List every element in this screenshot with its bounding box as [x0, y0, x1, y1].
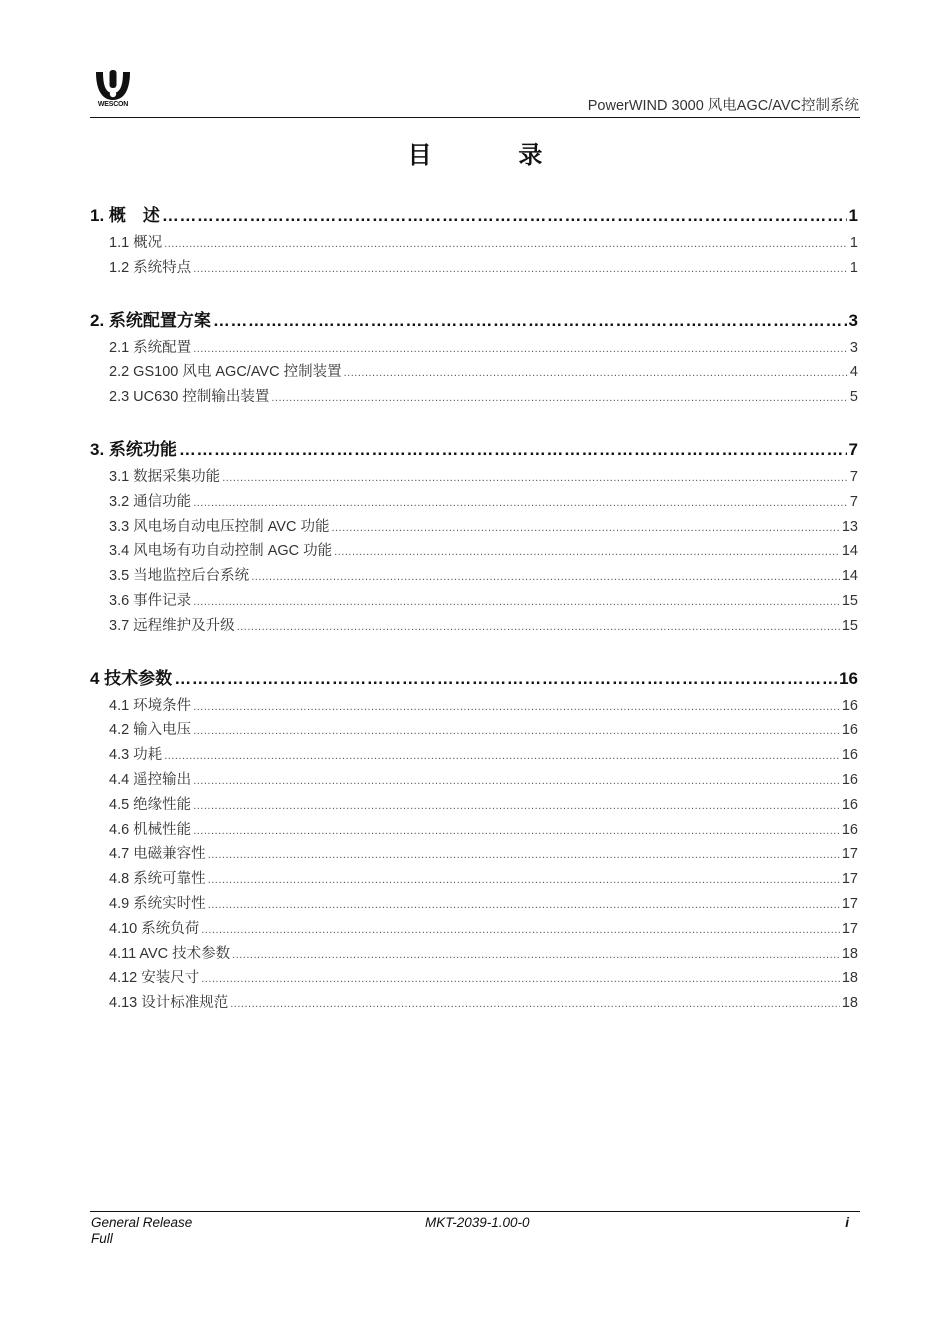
- toc-subsection-title: 2.1 系统配置: [109, 339, 192, 356]
- toc-subsection-entry[interactable]: [90, 614, 858, 639]
- toc-subsection-entry[interactable]: [90, 385, 858, 410]
- toc-subsection-page: 3: [849, 339, 858, 356]
- toc-subsection-page: 13: [841, 518, 858, 535]
- toc-subsection-entry[interactable]: [90, 793, 858, 818]
- toc-leader: [271, 386, 848, 411]
- toc-subsection-title: 4.7 电磁兼容性: [109, 846, 206, 863]
- toc-chapter-entry[interactable]: [90, 305, 858, 336]
- toc-subsection-page: 16: [841, 771, 858, 788]
- toc-leader: [193, 491, 848, 516]
- toc-subsection-title: 4.9 系统实时性: [109, 895, 206, 912]
- toc-leader: [164, 744, 840, 769]
- toc-subsection-title: 2.3 UC630 控制输出装置: [109, 389, 270, 406]
- toc-subsection-title: 4.4 遥控输出: [109, 771, 192, 788]
- toc-leader: [179, 434, 847, 465]
- toc-section: [90, 434, 858, 639]
- toc-subsection-page: 15: [841, 592, 858, 609]
- toc-subsection-entry[interactable]: [90, 231, 858, 256]
- toc-leader: [213, 305, 847, 336]
- toc-leader: [193, 719, 840, 744]
- toc-subsection-entry[interactable]: [90, 942, 858, 967]
- toc-subsection-entry[interactable]: [90, 842, 858, 867]
- toc-subsection-page: 4: [849, 364, 858, 381]
- toc-chapter-title: 3. 系统功能: [90, 439, 177, 459]
- toc-leader: [222, 466, 848, 491]
- toc-subsection-entry[interactable]: [90, 818, 858, 843]
- toc-subsection-page: 14: [841, 568, 858, 585]
- table-of-contents: [90, 200, 858, 1040]
- toc-chapter-entry[interactable]: [90, 200, 858, 231]
- toc-subsection-entry[interactable]: [90, 336, 858, 361]
- toc-subsection-title: 1.1 概况: [109, 235, 163, 251]
- toc-subsection-entry[interactable]: [90, 991, 858, 1016]
- toc-leader: [162, 200, 847, 231]
- toc-subsection-title: 4.1 环境条件: [109, 697, 192, 714]
- toc-heading: 目 录: [407, 142, 583, 169]
- toc-subsection-title: 4.13 设计标准规范: [109, 995, 229, 1012]
- toc-subsection-page: 17: [841, 920, 858, 937]
- toc-subsection-entry[interactable]: [90, 465, 858, 490]
- toc-leader: [331, 516, 839, 541]
- toc-subsection-title: 4.11 AVC 技术参数: [109, 945, 231, 962]
- toc-subsection-entry[interactable]: [90, 867, 858, 892]
- toc-chapter-entry[interactable]: [90, 663, 858, 694]
- toc-leader: [237, 615, 840, 640]
- toc-subsection-title: 3.2 通信功能: [109, 493, 192, 510]
- toc-subsection-title: 2.2 GS100 风电 AGC/AVC 控制装置: [109, 364, 342, 381]
- toc-subsection-entry[interactable]: [90, 360, 858, 385]
- toc-leader: [208, 843, 840, 868]
- toc-subsection-title: 3.5 当地监控后台系统: [109, 568, 250, 585]
- toc-subsection-entry[interactable]: [90, 564, 858, 589]
- toc-subsection-page: 15: [841, 617, 858, 634]
- release-status-sub: Full: [91, 1231, 113, 1246]
- toc-subsection-page: 14: [841, 543, 858, 560]
- toc-subsection-entry[interactable]: [90, 539, 858, 564]
- toc-leader: [334, 540, 840, 565]
- toc-subsection-title: 4.2 输入电压: [109, 722, 192, 739]
- toc-leader: [193, 695, 840, 720]
- toc-subsection-page: 7: [849, 493, 858, 510]
- toc-subsection-page: 16: [841, 747, 858, 764]
- toc-leader: [251, 565, 840, 590]
- toc-subsection-title: 3.7 远程维护及升级: [109, 617, 235, 634]
- footer-doc-number: MKT-2039-1.00-0: [425, 1215, 530, 1230]
- toc-subsection-page: 17: [841, 895, 858, 912]
- toc-subsection-entry[interactable]: [90, 768, 858, 793]
- toc-subsection-entry[interactable]: [90, 589, 858, 614]
- toc-chapter-title: 1. 概 述: [90, 206, 160, 225]
- toc-section: [90, 305, 858, 410]
- toc-subsection-entry[interactable]: [90, 892, 858, 917]
- toc-subsection-entry[interactable]: [90, 966, 858, 991]
- toc-chapter-page: 16: [839, 668, 858, 688]
- toc-leader: [174, 663, 837, 694]
- toc-subsection-entry[interactable]: [90, 515, 858, 540]
- toc-subsection-entry[interactable]: [90, 718, 858, 743]
- header-divider: [90, 117, 860, 118]
- toc-leader: [193, 590, 840, 615]
- toc-subsection-title: 4.10 系统负荷: [109, 920, 200, 937]
- toc-subsection-page: 7: [849, 468, 858, 485]
- toc-leader: [230, 992, 840, 1017]
- toc-subsection-title: 4.6 机械性能: [109, 821, 192, 838]
- toc-subsection-page: 1: [849, 235, 858, 251]
- toc-leader: [193, 769, 840, 794]
- toc-leader: [193, 257, 848, 282]
- toc-subsection-page: 18: [841, 995, 858, 1012]
- toc-leader: [193, 337, 848, 362]
- toc-subsection-title: 3.6 事件记录: [109, 592, 192, 609]
- toc-leader: [344, 361, 848, 386]
- toc-leader: [232, 943, 840, 968]
- toc-subsection-entry[interactable]: [90, 743, 858, 768]
- toc-subsection-title: 4.5 绝缘性能: [109, 796, 192, 813]
- toc-subsection-title: 3.3 风电场自动电压控制 AVC 功能: [109, 518, 330, 535]
- toc-subsection-page: 16: [841, 821, 858, 838]
- toc-leader: [201, 967, 840, 992]
- toc-chapter-title: 4 技术参数: [90, 668, 173, 688]
- toc-chapter-page: 7: [848, 439, 858, 459]
- release-status: General Release: [91, 1215, 193, 1230]
- toc-subsection-entry[interactable]: [90, 917, 858, 942]
- toc-subsection-page: 16: [841, 697, 858, 714]
- toc-subsection-page: 16: [841, 796, 858, 813]
- footer-divider: [90, 1211, 860, 1212]
- toc-chapter-page: 1: [848, 206, 858, 225]
- toc-section: [90, 200, 858, 281]
- footer-page-number: i: [845, 1215, 849, 1230]
- toc-subsection-page: 17: [841, 871, 858, 888]
- toc-leader: [193, 819, 840, 844]
- toc-subsection-page: 5: [849, 389, 858, 406]
- toc-leader: [164, 232, 848, 257]
- logo-wordmark: WESCON: [97, 101, 129, 108]
- toc-subsection-page: 18: [841, 945, 858, 962]
- toc-subsection-title: 3.4 风电场有功自动控制 AGC 功能: [109, 543, 333, 560]
- toc-leader: [208, 868, 840, 893]
- toc-subsection-entry[interactable]: [90, 256, 858, 281]
- toc-chapter-entry[interactable]: [90, 434, 858, 465]
- toc-subsection-title: 3.1 数据采集功能: [109, 468, 221, 485]
- toc-subsection-entry[interactable]: [90, 490, 858, 515]
- toc-leader: [208, 893, 840, 918]
- toc-subsection-page: 1: [849, 259, 858, 276]
- toc-subsection-title: 4.3 功耗: [109, 747, 163, 764]
- document-title: PowerWIND 3000 风电AGC/AVC控制系统: [587, 98, 859, 114]
- toc-leader: [201, 918, 840, 943]
- toc-subsection-page: 16: [841, 722, 858, 739]
- toc-subsection-title: 4.12 安装尺寸: [109, 970, 200, 987]
- toc-subsection-page: 17: [841, 846, 858, 863]
- toc-subsection-page: 18: [841, 970, 858, 987]
- footer-release-status: [91, 1215, 192, 1247]
- toc-subsection-title: 4.8 系统可靠性: [109, 871, 206, 888]
- toc-chapter-title: 2. 系统配置方案: [90, 310, 211, 330]
- toc-subsection-entry[interactable]: [90, 694, 858, 719]
- toc-leader: [193, 794, 840, 819]
- toc-chapter-page: 3: [848, 310, 858, 330]
- toc-section: [90, 663, 858, 1016]
- toc-subsection-title: 1.2 系统特点: [109, 259, 192, 276]
